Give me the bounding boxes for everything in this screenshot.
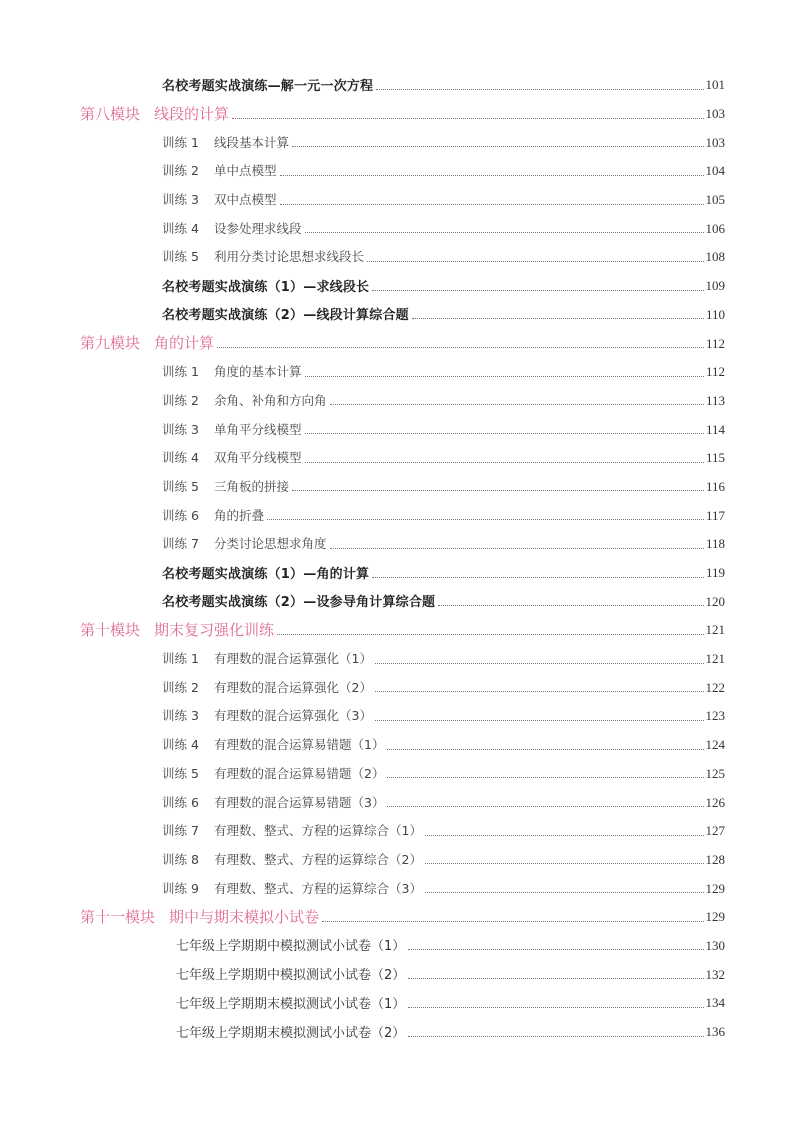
lesson-label: 训练 4 — [162, 737, 199, 753]
lesson-title: 有理数的混合运算强化（2） — [214, 679, 372, 695]
lesson-label: 训练 2 — [162, 163, 199, 179]
leader-dots — [292, 146, 703, 147]
toc-entry-text — [162, 821, 422, 839]
entry-title: 名校考题实战演练（2）—线段计算综合题 — [162, 308, 409, 324]
toc-entry-text — [162, 190, 277, 208]
toc-entry-text — [176, 993, 405, 1012]
page-number: 129 — [705, 909, 725, 925]
toc-entry-row[interactable] — [0, 300, 800, 329]
page-number: 128 — [705, 851, 725, 867]
leader-dots — [372, 577, 704, 578]
lesson-label: 训练 1 — [162, 134, 199, 150]
toc-entry-text — [162, 420, 302, 438]
leader-dots — [425, 863, 704, 864]
page-number: 130 — [705, 937, 725, 953]
toc-entry-row[interactable] — [0, 787, 800, 816]
lesson-title: 角度的基本计算 — [214, 364, 302, 380]
page-number: 121 — [705, 651, 725, 667]
lesson-label: 训练 1 — [162, 364, 199, 380]
page-number: 103 — [705, 134, 725, 150]
leader-dots — [425, 892, 704, 893]
entry-title: 七年级上学期期末模拟测试小试卷（2） — [176, 1025, 406, 1041]
toc-entry-row[interactable] — [0, 931, 800, 960]
page-number: 113 — [705, 392, 725, 408]
toc-entry-text — [162, 219, 302, 237]
lesson-title: 余角、补角和方向角 — [214, 392, 327, 408]
toc-entry-row[interactable] — [0, 213, 800, 242]
toc-entry-row[interactable] — [0, 845, 800, 874]
toc-entry-text — [162, 391, 327, 409]
toc-module-row[interactable] — [0, 328, 800, 357]
leader-dots — [425, 835, 704, 836]
lesson-title: 线段基本计算 — [214, 134, 290, 150]
toc-entry-row[interactable] — [0, 701, 800, 730]
lesson-label: 训练 3 — [162, 421, 199, 437]
toc-entry-text — [162, 649, 372, 667]
toc-entry-row[interactable] — [0, 414, 800, 443]
lesson-label: 训练 7 — [162, 536, 199, 552]
toc-entry-text — [162, 735, 384, 753]
module-title: 期末复习强化训练 — [154, 620, 275, 639]
leader-dots — [330, 548, 704, 549]
page-number: 127 — [705, 823, 725, 839]
toc-entry-row[interactable] — [0, 500, 800, 529]
toc-entry-row[interactable] — [0, 156, 800, 185]
leader-dots — [375, 691, 704, 692]
toc-entry-row[interactable] — [0, 242, 800, 271]
toc-entry-text — [80, 906, 319, 927]
lesson-label: 训练 5 — [162, 478, 199, 494]
toc-entry-row[interactable] — [0, 558, 800, 587]
toc-entry-text — [162, 133, 289, 151]
leader-dots — [438, 605, 703, 606]
lesson-title: 单中点模型 — [214, 163, 277, 179]
toc-entry-text — [80, 619, 274, 640]
lesson-title: 有理数、整式、方程的运算综合（1） — [214, 823, 422, 839]
leader-dots — [387, 777, 703, 778]
toc-entry-text — [162, 247, 364, 265]
toc-entry-row[interactable] — [0, 644, 800, 673]
toc-entry-row[interactable] — [0, 472, 800, 501]
page-number: 120 — [705, 593, 725, 609]
entry-title: 名校考题实战演练（1）—角的计算 — [162, 566, 370, 582]
toc-entry-text — [162, 534, 327, 552]
leader-dots — [330, 404, 704, 405]
lesson-label: 训练 7 — [162, 823, 199, 839]
toc-entry-text — [162, 678, 372, 696]
toc-entry-text — [162, 764, 384, 782]
leader-dots — [277, 634, 703, 635]
leader-dots — [408, 1036, 703, 1037]
page-number: 116 — [705, 478, 725, 494]
lesson-title: 设参处理求线段 — [214, 220, 302, 236]
entry-title: 七年级上学期期中模拟测试小试卷（2） — [176, 968, 406, 984]
lesson-label: 训练 5 — [162, 249, 199, 265]
lesson-title: 单角平分线模型 — [214, 421, 302, 437]
page-number: 121 — [705, 622, 725, 638]
toc-entry-text — [176, 964, 405, 983]
toc-entry-text — [80, 332, 214, 353]
toc-entry-row[interactable] — [0, 127, 800, 156]
toc-module-row[interactable] — [0, 615, 800, 644]
page-number: 108 — [705, 249, 725, 265]
lesson-title: 有理数、整式、方程的运算综合（3） — [214, 880, 422, 896]
page-number: 132 — [705, 966, 725, 982]
lesson-title: 角的折叠 — [214, 507, 265, 523]
toc-module-row[interactable] — [0, 902, 800, 931]
page-number: 125 — [705, 765, 725, 781]
page-number: 136 — [705, 1024, 725, 1040]
page-number: 115 — [705, 450, 725, 466]
leader-dots — [387, 749, 703, 750]
toc-entry-row[interactable] — [0, 586, 800, 615]
leader-dots — [267, 519, 704, 520]
leader-dots — [280, 204, 704, 205]
page-number: 134 — [705, 995, 725, 1011]
table-of-contents — [0, 70, 800, 1045]
page-number: 122 — [705, 679, 725, 695]
leader-dots — [408, 949, 703, 950]
lesson-title: 有理数的混合运算强化（3） — [214, 708, 372, 724]
toc-entry-text — [162, 75, 373, 94]
lesson-title: 双中点模型 — [214, 192, 277, 208]
toc-entry-row[interactable] — [0, 185, 800, 214]
leader-dots — [305, 376, 704, 377]
toc-entry-row[interactable] — [0, 672, 800, 701]
lesson-title: 有理数的混合运算强化（1） — [214, 651, 372, 667]
leader-dots — [322, 921, 703, 922]
lesson-label: 训练 3 — [162, 192, 199, 208]
toc-module-row[interactable] — [0, 99, 800, 128]
lesson-title: 双角平分线模型 — [214, 450, 302, 466]
leader-dots — [280, 175, 704, 176]
toc-entry-row[interactable] — [0, 959, 800, 988]
module-title: 线段的计算 — [154, 104, 230, 123]
toc-entry-text — [162, 793, 384, 811]
toc-entry-text — [162, 850, 422, 868]
leader-dots — [375, 663, 704, 664]
page-number: 123 — [705, 708, 725, 724]
entry-title: 七年级上学期期末模拟测试小试卷（1） — [176, 996, 406, 1012]
toc-entry-row[interactable] — [0, 70, 800, 99]
toc-entry-row[interactable] — [0, 443, 800, 472]
toc-entry-text — [162, 591, 435, 610]
lesson-label: 训练 6 — [162, 507, 199, 523]
toc-entry-text — [176, 1022, 405, 1041]
leader-dots — [408, 1007, 703, 1008]
page-number: 110 — [705, 306, 725, 322]
toc-entry-text — [162, 304, 409, 323]
module-label: 第十模块 — [80, 620, 141, 639]
page-number: 119 — [705, 565, 725, 581]
entry-title: 七年级上学期期中模拟测试小试卷（1） — [176, 939, 406, 955]
page-number: 118 — [705, 536, 725, 552]
lesson-title: 利用分类讨论思想求线段长 — [214, 249, 365, 265]
leader-dots — [305, 462, 704, 463]
toc-entry-text — [162, 362, 302, 380]
leader-dots — [372, 290, 703, 291]
toc-entry-text — [162, 506, 264, 524]
toc-entry-text — [176, 935, 405, 954]
lesson-label: 训练 2 — [162, 679, 199, 695]
lesson-label: 训练 6 — [162, 794, 199, 810]
toc-entry-row[interactable] — [0, 730, 800, 759]
lesson-title: 三角板的拼接 — [214, 478, 290, 494]
lesson-label: 训练 4 — [162, 450, 199, 466]
leader-dots — [217, 347, 704, 348]
page-number: 129 — [705, 880, 725, 896]
toc-entry-text — [80, 103, 229, 124]
page-number: 105 — [705, 192, 725, 208]
page-number: 103 — [705, 106, 725, 122]
toc-entry-row[interactable] — [0, 386, 800, 415]
page-number: 101 — [705, 77, 725, 93]
lesson-label: 训练 9 — [162, 880, 199, 896]
leader-dots — [232, 118, 703, 119]
toc-entry-row[interactable] — [0, 816, 800, 845]
module-title: 角的计算 — [154, 334, 215, 353]
page-number: 106 — [705, 220, 725, 236]
module-label: 第八模块 — [80, 104, 141, 123]
leader-dots — [305, 232, 704, 233]
toc-entry-row[interactable] — [0, 759, 800, 788]
toc-entry-row[interactable] — [0, 271, 800, 300]
lesson-label: 训练 8 — [162, 851, 199, 867]
toc-entry-row[interactable] — [0, 1017, 800, 1046]
lesson-label: 训练 3 — [162, 708, 199, 724]
page-number: 104 — [705, 163, 725, 179]
lesson-title: 有理数、整式、方程的运算综合（2） — [214, 851, 422, 867]
leader-dots — [292, 490, 704, 491]
toc-entry-text — [162, 477, 289, 495]
module-title: 期中与期末模拟小试卷 — [169, 907, 320, 926]
lesson-label: 训练 2 — [162, 392, 199, 408]
page-number: 124 — [705, 737, 725, 753]
toc-entry-row[interactable] — [0, 357, 800, 386]
leader-dots — [387, 806, 703, 807]
toc-entry-text — [162, 276, 369, 295]
toc-entry-row[interactable] — [0, 873, 800, 902]
module-label: 第十一模块 — [80, 907, 156, 926]
page-number: 109 — [705, 278, 725, 294]
toc-entry-text — [162, 161, 277, 179]
leader-dots — [408, 978, 703, 979]
page-number: 114 — [705, 421, 725, 437]
leader-dots — [376, 89, 703, 90]
entry-title: 名校考题实战演练（2）—设参导角计算综合题 — [162, 595, 436, 611]
page-number: 126 — [705, 794, 725, 810]
leader-dots — [367, 261, 703, 262]
lesson-title: 有理数的混合运算易错题（1） — [214, 737, 385, 753]
page-number: 112 — [705, 364, 725, 380]
lesson-label: 训练 1 — [162, 651, 199, 667]
leader-dots — [412, 318, 704, 319]
lesson-title: 分类讨论思想求角度 — [214, 536, 327, 552]
page-number: 117 — [705, 507, 725, 523]
toc-entry-row[interactable] — [0, 529, 800, 558]
toc-entry-text — [162, 563, 369, 582]
lesson-label: 训练 4 — [162, 220, 199, 236]
toc-entry-row[interactable] — [0, 988, 800, 1017]
page-number: 112 — [705, 335, 725, 351]
lesson-label: 训练 5 — [162, 765, 199, 781]
lesson-title: 有理数的混合运算易错题（3） — [214, 794, 385, 810]
toc-entry-text — [162, 448, 302, 466]
leader-dots — [305, 433, 704, 434]
entry-title: 名校考题实战演练（1）—求线段长 — [162, 279, 370, 295]
lesson-title: 有理数的混合运算易错题（2） — [214, 765, 385, 781]
module-label: 第九模块 — [80, 334, 141, 353]
leader-dots — [375, 720, 704, 721]
entry-title: 名校考题实战演练—解一元一次方程 — [162, 78, 374, 94]
toc-entry-text — [162, 706, 372, 724]
toc-entry-text — [162, 879, 422, 897]
